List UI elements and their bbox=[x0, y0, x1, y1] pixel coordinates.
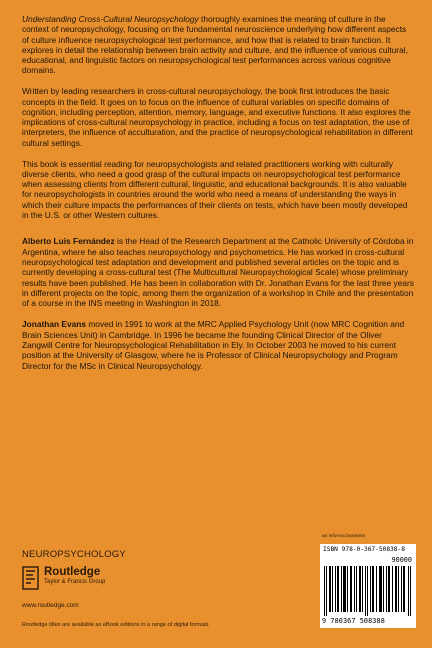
book-title: Understanding Cross-Cultural Neuropsychology bbox=[22, 14, 199, 24]
subject-category: NEUROPSYCHOLOGY bbox=[22, 549, 126, 560]
publisher-name: Routledge bbox=[44, 566, 101, 578]
publisher-group: Taylor & Francis Group bbox=[44, 579, 106, 585]
publisher-logo-block bbox=[22, 566, 105, 590]
ean-digits: 9 780367 508388 bbox=[322, 617, 385, 625]
back-cover-text bbox=[22, 14, 414, 382]
barcode-bars-icon bbox=[324, 566, 412, 616]
informa-imprint: an informa business bbox=[322, 534, 365, 539]
isbn-text: ISBN 978-0-367-50838-8 bbox=[323, 546, 405, 553]
author-name: Alberto Luis Fernández bbox=[22, 236, 115, 247]
publisher-url[interactable]: www.routledge.com bbox=[22, 602, 79, 609]
description-paragraph-3: This book is essential reading for neuropsychologists and related practitioners working with culturally diverse clients, who need a good grasp of the cultural impacts on neuropsychological test performance when assessing clients from different cultural, linguistic, and educational backgrounds. It is also valuable for neuropsychologists in countries around the world who need a means of understanding the ways in which their culture impacts the performances of their clients on tests, which have been mostly developed in the U.S. or other Western cultures. bbox=[22, 158, 408, 221]
ebook-footnote: Routledge titles are available as eBook editions in a range of digital formats bbox=[22, 622, 209, 628]
barcode-box bbox=[320, 544, 416, 628]
author-bio-2: Jonathan Evans moved in 1991 to work at the MRC Applied Psychology Unit (now MRC Cognition and Brain Sciences Unit) in Cambridge. In 1996 he became the founding Clinical Director of the Oliver Zangwill Centre for Neuropsychological Rehabilitation in Ely. In October 2003 he moved to his current position at the University of Glasgow, where he is Professor of Clinical Neuropsychology and Program Director for the MSc in Clinical Neuropsychology. bbox=[22, 319, 405, 371]
routledge-logo-icon bbox=[22, 566, 39, 590]
description-paragraph-2: Written by leading researchers in cross-cultural neuropsychology, the book first introduces the basic concepts in the field. It goes on to focus on the influence of cultural variables on specific domains of cognition, including perception, attention, memory, language, and executive functions. It also explores the implications of cross-cultural neuropsychology in practice, including a focus on test adaptation, the use of interpreters, the influence of acculturation, and the practice of neuropsychological rehabilitation in different cultural settings. bbox=[22, 86, 413, 148]
author-bio-1: Alberto Luis Fernández is the Head of the Research Department at the Catholic University of Córdoba in Argentina, where he also teaches neuropsychology and psychometrics. He has worked in cross-cultural neuropsychological test adaptation and development and published several articles on the topic and is currently developing a cross-cultural test (The Multicultural Neuropsychological Scale) whose preliminary results have been published. He has been in collaboration with Dr. Jonathan Evans for the last three years in different projects on the topic, among them the organization of a workshop in Chile and the presentation of a course in the INS meeting in Washington in 2018. bbox=[22, 236, 414, 309]
description-paragraph-1: Understanding Cross-Cultural Neuropsychology thoroughly examines the meaning of culture in the context of neuropsychology, focusing on the fundamental neuroscience underlying how different aspects of culture influence neuropsychological test performance, and how that is related to brain function. It explores in detail the relationship between brain activity and culture, and the influence of various cultural, educational, and linguistic factors on neuropsychological test performances across various cognitive domains. bbox=[22, 14, 408, 76]
price-code: 90000 bbox=[391, 556, 412, 564]
author-name: Jonathan Evans bbox=[22, 319, 86, 330]
